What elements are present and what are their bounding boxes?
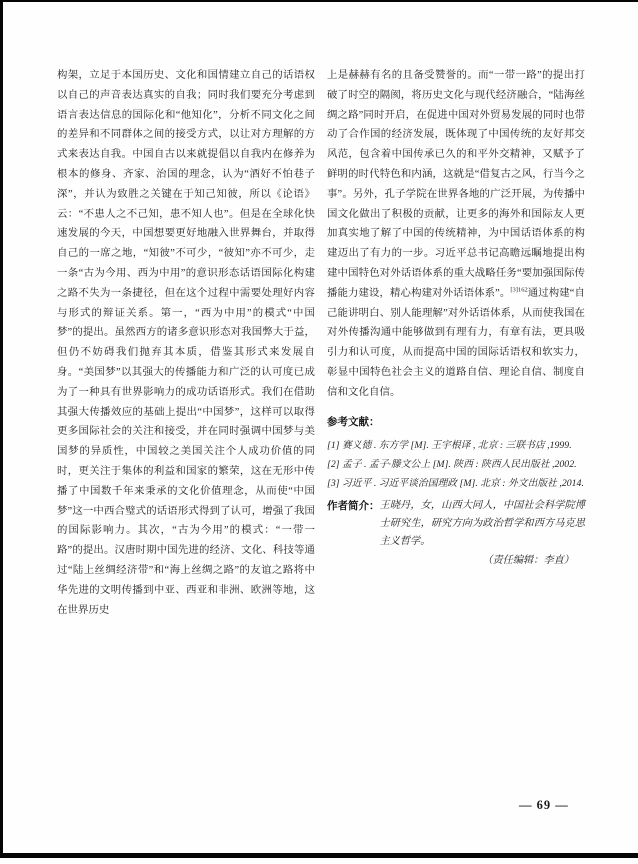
- left-column: [57, 66, 315, 620]
- author-bio-section: [327, 497, 585, 551]
- editor-note: （责任编辑：李直）: [482, 555, 574, 566]
- scan-edge-top: [0, 0, 638, 2]
- citation-marker: [3]162: [510, 286, 528, 294]
- reference-item: [3] 习近平 . 习近平谈治国理政 [M]. 北京 : 外文出版社 ,2014.: [327, 478, 584, 489]
- paragraph-text-before-citation: 上是赫赫有名的且备受赞誉的。而“一带一路”的提出打破了时空的隔阂，将历史文化与现代经济融合，“陆海丝绸之路”同时开启，在促进中国对外贸易发展的同时也带动了合作国的经济发展，既体现了中国传统的友好邦交风范，包含着中国传承已久的和平外交精神，又赋予了鲜明的时代特色和内涵，这就是“借复古之风，行当今之事”。另外，孔子学院在世界各地的广泛开展，为传播中国文化做出了积极的贡献，让更多的海外和国际友人更加真实地了解了中国的传统精神，为中国话语体系的构建迈出了有力的一步。习近平总书记高瞻远瞩地提出构建中国特色对外话语体系的重大战略任务“要加强国际传播能力建设，精心构建对外话语体系”。: [327, 70, 585, 299]
- scan-edge-bottom: [0, 853, 638, 858]
- reference-item: [1] 赛义德 . 东方学 [M]. 王宇根译 , 北京 : 三联书店 ,1999.: [327, 440, 572, 451]
- left-column-paragraph: 构架，立足于本国历史、文化和国情建立自己的话语权以自己的声音表达真实的自我；同时我们要充分考虑到语言表达信息的国际化和“他知化”，分析不同文化之间的差异和不同群体之间的接受方式，以让对方理解的方式来表达自我。中国自古以来就提倡以自我内在修养为根本的修身、齐家、治国的理念，认为“酒好不怕巷子深”，并认为致胜之关键在于知己知彼，所以《论语》云：“不患人之不己知，患不知人也”。但是在全球化快速发展的今天，中国想要更好地融入世界舞台，并取得自己的一席之地，“知彼”不可少，“彼知”亦不可少，走一条“古为今用、西为中用”的意识形态话语国际化构建之路不失为一条捷径，但在这个过程中需要处理好内容与形式的辩证关系。第一，“西为中用”的模式“中国梦”的提出。虽然西方的诸多意识形态对我国弊大于益，但仍不妨碍我们抛弃其本质，借鉴其形式来发展自身。“美国梦”以其强大的传播能力和广泛的认可度已成为了一种具有世界影响力的成功话语形式。我们在借助其强大传播效应的基础上提出“中国梦”，这样可以取得更多国际社会的关注和接受，并在同时强调中国梦与美国梦的异质性，中国较之美国关注个人成功价值的同时，更关注于集体的利益和国家的繁荣，这在无形中传播了中国数千年来秉承的文化价值理念，从而使“中国梦”这一中西合璧式的话语形式得到了认可，增强了我国的国际影响力。其次，“古为今用”的模式：“一带一路”的提出。汉唐时期中国先进的经济、文化、科技等通过“陆上丝绸经济带”和“海上丝绸之路”的友谊之路将中华先进的文明传播到中亚、西亚和非洲、欧洲等地，这在世界历史: [57, 70, 315, 616]
- author-bio-text: 王晓丹，女，山西大同人，中国社会科学院博士研究生，研究方向为政治哲学和西方马克思主义哲学。: [379, 500, 585, 547]
- references-heading: 参考文献：: [327, 416, 380, 428]
- references-section: [327, 414, 585, 493]
- reference-item: [2] 孟子 . 孟子·滕文公上 [M]. 陕西 : 陕西人民出版社 ,2002.: [327, 459, 577, 470]
- paragraph-text-after-citation: 通过构建“自己能讲明白、别人能理解”对外话语体系，从而使我国在对外传播沟通中能够做到有理有力，有章有法，更具吸引力和认可度，从而提高中国的国际话语权和软实力，彰显中国特色社会主义的道路自信、理论自信、制度自信和文化自信。: [327, 287, 585, 398]
- right-column-paragraph: [327, 66, 585, 403]
- page-number: — 69 —: [519, 798, 569, 812]
- scan-edge-left: [0, 0, 3, 858]
- right-column: [327, 66, 585, 403]
- author-bio-label: 作者简介：: [327, 500, 380, 512]
